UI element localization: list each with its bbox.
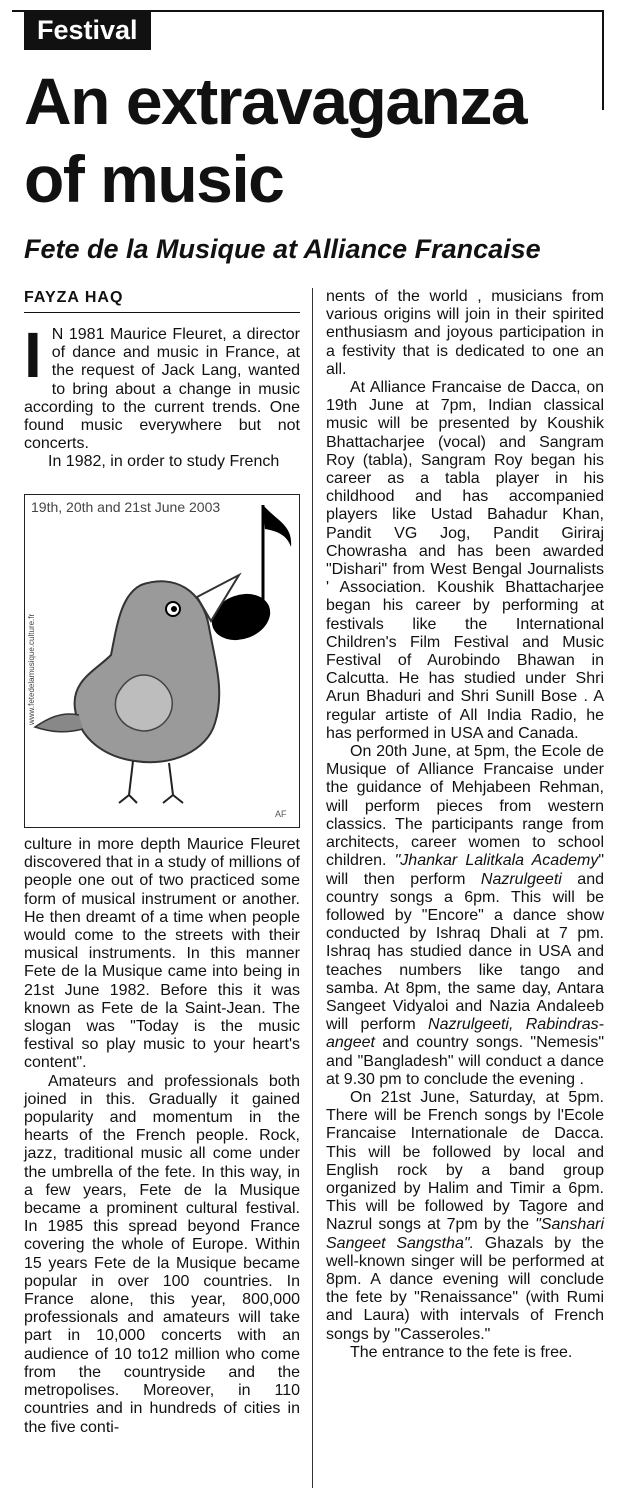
bird-tail [35, 714, 83, 732]
headline-line-2: of music [24, 142, 284, 216]
illustration-signature: AF [275, 809, 287, 819]
paragraph-1: N 1981 Maurice Fleuret, a director of dance and music in France, at the request of Jack Lang, wanted to bring about a change in music according to the current trends. One found music everywhere but not concerts. [24, 326, 300, 453]
paragraph-3-cont: nents of the world , musicians from various origins will join in their spirited enthusiasm and joyous participation in a festivity that is dedicated to one an all. [326, 288, 604, 378]
column-1-top [24, 319, 300, 472]
bird-body [75, 581, 220, 762]
paragraph-2-cont: culture in more depth Maurice Fleuret discovered that in a study of millions of people one out of two practiced some form of musical instrument or another. He then dreamt of a time when people would come to the streets with their musical instruments. In this manner Fete de la Musique came into being in 21st June 1982. Before this it was known as Fete de la Saint-Jean. The slogan was "Today is the music festival so play music to your heart's content". [24, 836, 300, 1072]
deck: Fete de la Musique at Alliance Francaise [24, 234, 541, 264]
festival-illustration [24, 494, 300, 828]
bird-drawing [25, 495, 301, 829]
illustration-url: www.fetedelamusique.culture.fr [27, 613, 36, 725]
paragraph-5: On 20th June, at 5pm, the Ecole de Musique of Alliance Francaise under the guidance of Mehjabeen Rehman, will perform pieces from western classics. The participants range from architects, career women to school children. "Jhankar Lalitkala Academy" will then perform Nazrulgeeti and country songs a 6pm. This will be followed by "Encore" a dance show conducted by Ishraq Dhali at 7 pm. Ishraq has studied dance in USA and teaches numbers like tango and samba. At 8pm, the same day, Antara Sangeet Vidyaloi and Nazia Andaleeb will perform Nazrulgeeti, Rabindras-angeet and country songs. "Nemesis" and "Bangladesh" will conduct a dance at 9.30 pm to conclude the evening . [326, 743, 605, 1088]
paragraph-3: Amateurs and professionals both joined in this. Gradually it gained popularity and momentum in the hearts of the French people. Rock, jazz, traditional music all come under the umbrella of the fete. In this way, in a few years, Fete de la Musique became a prominent cultural festival. In 1985 this spread beyond France covering the whole of Europe. Within 15 years Fete de la Musique became popular in over 100 countries. In France alone, this year, 800,000 professionals and amateurs will take part in 10,000 concerts with an audience of 10 to12 million who come from the countryside and the metropolises. Moreover, in 110 countries and in hundreds of cities in the five conti- [24, 1072, 300, 1436]
illustration-date: 19th, 20th and 21st June 2003 [31, 499, 221, 515]
column-2 [326, 288, 604, 1362]
column-rule [312, 288, 313, 1488]
paragraph-7: The entrance to the fete is free. [350, 1343, 573, 1361]
paragraph-6: On 21st June, Saturday, at 5pm. There will be French songs by l'Ecole Francaise Internationale de Dacca. This will be followed by local and English rock by a band group organized by Halim and Timir a 6pm. This will be followed by Tagore and Nazrul songs at 7pm by the "Sanshari Sangeet Sangstha". Ghazals by the well-known singer will be performed at 8pm. A dance evening will conclude the fete by "Renaissance" (with Rumi and Laura) with intervals of French songs by "Casseroles." [326, 1088, 604, 1343]
bird-legs [119, 761, 183, 803]
byline: FAYZA HAQ [24, 289, 124, 306]
drop-cap: I [24, 319, 42, 391]
paragraph-2-start: In 1982, in order to study French [48, 453, 280, 471]
paragraph-4: At Alliance Francaise de Dacca, on 19th June at 7pm, Indian classical music will be presented by Koushik Bhattacharjee (vocal) and Sangram Roy (tabla), Sangram Roy began his career as a tabla player in his childhood and has accompanied players like Ustad Bahadur Khan, Pandit VG Jog, Pandit Giriraj Chowrasha and has been awarded "Dishari" from West Bengal Journalists ' Association. Koushik Bhattacharjee began his career by performing at festivals like the International Children's Film Festival and Music Festival of Aurobindo Bhawan in Calcutta. He has studied under Shri Arun Bhaduri and Shri Sunill Bose . A regular artiste of All India Radio, he has performed in USA and Canada. [326, 379, 604, 742]
column-1-bottom [24, 836, 300, 1437]
section-label: Festival [24, 10, 151, 50]
byline-rule [24, 312, 300, 313]
headline-line-1: An extravaganza [24, 64, 527, 138]
headline [24, 62, 620, 218]
bird-wing [115, 675, 172, 731]
